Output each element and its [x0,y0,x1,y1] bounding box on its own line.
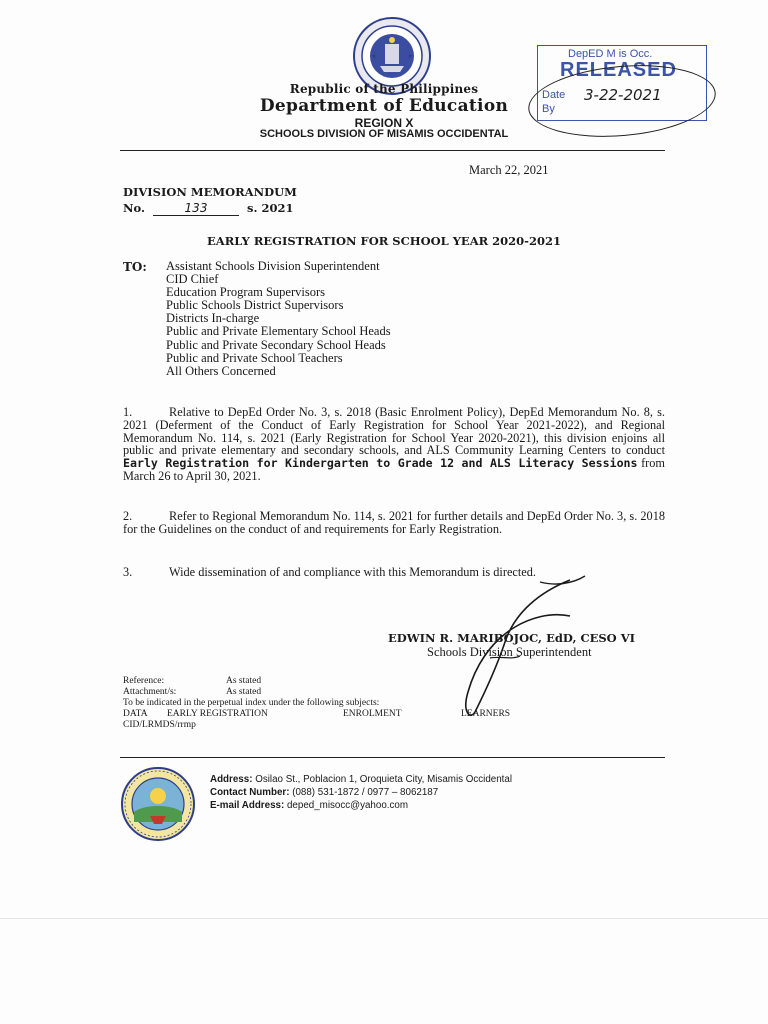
paragraph-1-text-a: Relative to DepEd Order No. 3, s. 2018 (Basic Enrolment Policy), DepEd Memorandum No. 8, s. 2021 (Deferment of the Conduct of Early Registration for School Year 2021-2022), and Regional Memorandum No. 114, s. 2021 (Early Registration for School Year 2020-2021), this division enjoins all public and private elementary and secondary schools, and ALS Community Learning Centers to conduct [123,405,665,458]
memo-number: 133 [153,201,239,216]
email-label: E-mail Address: [210,800,285,811]
index-subject: DATA [123,709,148,719]
paragraph-1-text-b: from March 26 to April 30, 2021. [123,456,665,483]
email-value: deped_misocc@yahoo.com [286,800,409,811]
stamp-status: RELEASED [560,59,677,81]
recipient-item: All Others Concerned [166,363,276,378]
attachment-value: As stated [226,687,262,697]
region-heading: REGION X [354,116,414,130]
memo-type: DIVISION MEMORANDUM [123,185,297,199]
division-seal-icon [120,766,196,842]
recipient-item: Public and Private Elementary School Heads [166,324,391,339]
paragraph-2-text: Refer to Regional Memorandum No. 114, s. 2021 for further details and DepEd Order No. 3, s. 2018 for the Guidelines on the conduct of and requirements for Early Registration. [123,509,665,536]
paragraph-3-text: Wide dissemination of and compliance with this Memorandum is directed. [169,565,536,579]
contact-value: (088) 531-1872 / 0977 – 8062187 [292,787,439,798]
memo-subject: EARLY REGISTRATION FOR SCHOOL YEAR 2020-2021 [207,234,561,248]
attachment-line [123,687,262,697]
recipient-list [166,260,391,378]
reference-code: CID/LRMDS/rrmp [123,720,196,730]
index-subject: LEARNERS [461,709,511,719]
attachment-label: Attachment/s: [123,687,177,697]
paragraph-number: 1. [123,405,133,419]
footer-divider [120,757,665,758]
address-label: Address: [210,774,253,785]
signatory-title: Schools Division Superintendent [427,645,592,659]
division-heading: SCHOOLS DIVISION OF MISAMIS OCCIDENTAL [259,128,509,140]
memo-number-line [123,201,294,216]
paragraph-number: 2. [123,509,133,523]
header-divider [120,150,665,151]
reference-label: Reference: [123,676,165,686]
footer-email [210,800,408,811]
index-subject: EARLY REGISTRATION [167,709,268,719]
stamp-office: DepED M is Occ. [568,48,653,60]
paragraph-2 [123,510,665,536]
reference-value: As stated [226,676,262,686]
to-label: TO: [123,260,147,274]
stamp-date-label: Date [542,89,566,101]
department-heading: Department of Education [259,96,509,116]
paragraph-number: 3. [123,565,133,579]
recipient-item: CID Chief [166,272,219,287]
recipient-item: Districts In-charge [166,311,260,326]
recipient-item: Assistant Schools Division Superintendent [166,259,380,273]
memo-no-label: No. [123,201,145,215]
recipient-item: Public and Private Secondary School Heads [166,337,386,352]
paragraph-1 [123,406,665,483]
stamp-date-value: 3-22-2021 [584,86,662,104]
footer-contact [210,787,438,798]
memo-date: March 22, 2021 [469,163,549,177]
memo-series: s. 2021 [247,201,294,215]
index-note: To be indicated in the perpetual index under the following subjects: [123,698,380,708]
address-value: Osilao St., Poblacion 1, Oroquieta City, Misamis Occidental [255,774,513,785]
contact-label: Contact Number: [210,787,290,798]
reference-line [123,676,262,686]
signatory-name: EDWIN R. MARIBOJOC, EdD, CESO VI [388,631,635,645]
republic-heading: Republic of the Philippines [289,82,479,96]
recipient-item: Public Schools District Supervisors [166,298,344,313]
recipient-item: Education Program Supervisors [166,285,326,300]
paragraph-1-emphasis: Early Registration for Kindergarten to Grade 12 and ALS Literacy Sessions [123,456,638,471]
recipient-item: Public and Private School Teachers [166,350,343,365]
page-bottom-edge [0,918,768,919]
footer-address [210,774,512,785]
stamp-by-label: By [542,103,555,115]
index-subject: ENROLMENT [343,709,402,719]
